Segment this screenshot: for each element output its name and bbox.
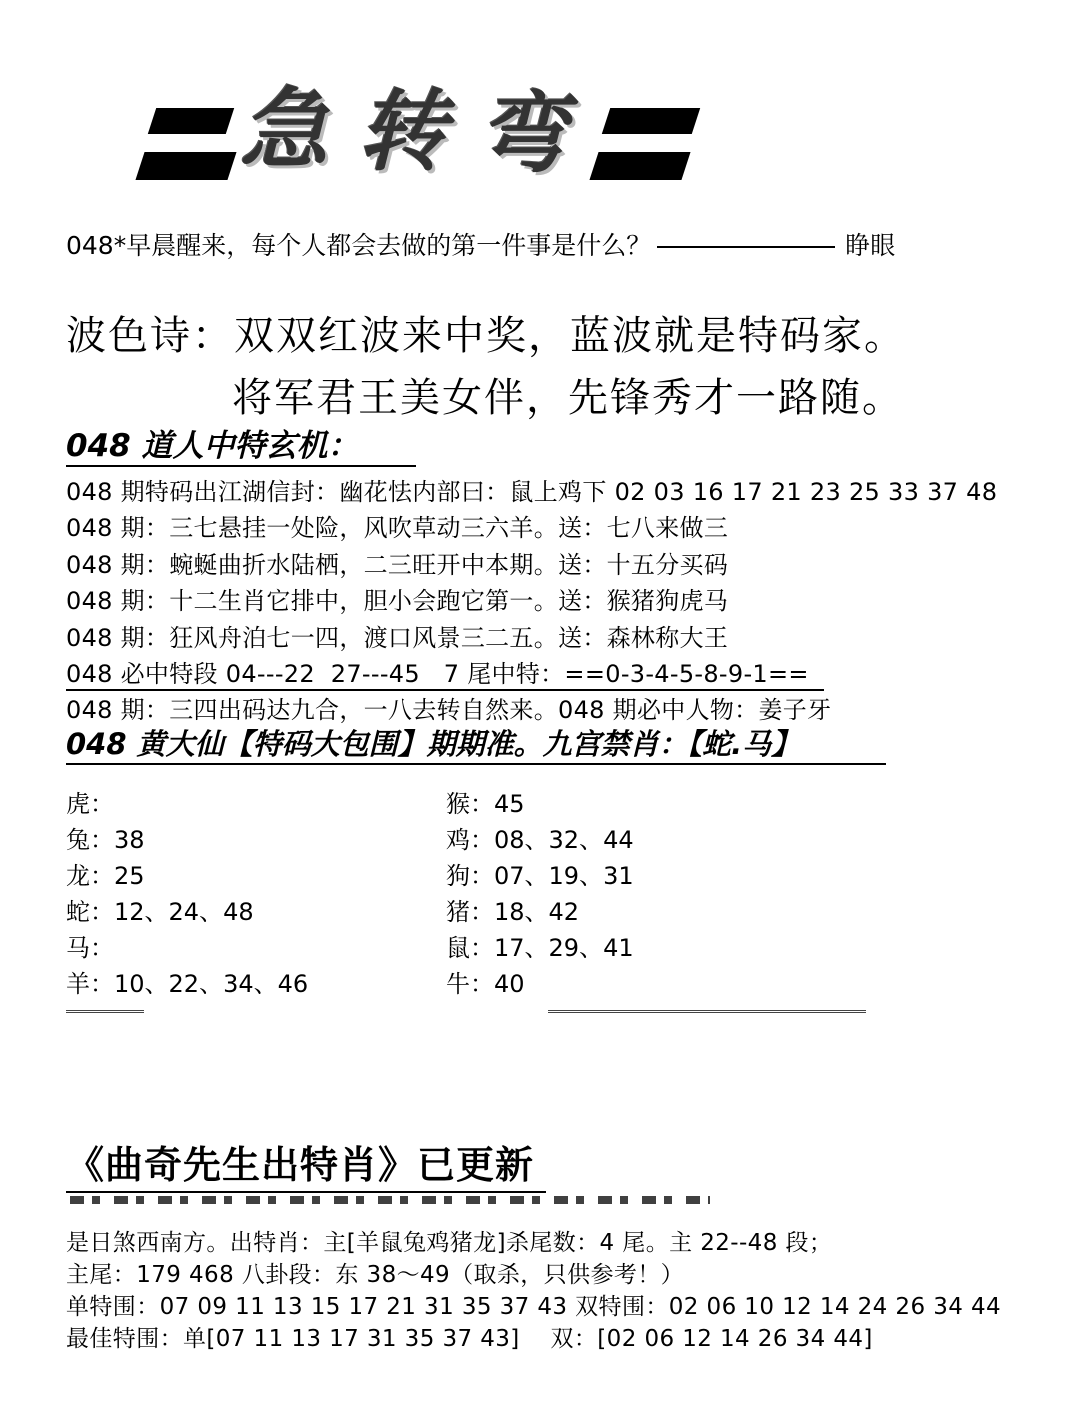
zodiac-right-6: 牛：40 <box>446 970 525 998</box>
left-bar-bottom <box>135 152 236 180</box>
section1-line-4: 048 期：十二生肖它排中，胆小会跑它第一。送：猴猪狗虎马 <box>66 587 729 615</box>
section3-line-3: 单特围：07 09 11 13 15 17 21 31 35 37 43 双特围：02 06 10 12 14 24 26 34 44 <box>66 1294 1002 1320</box>
divider-left <box>66 1010 144 1013</box>
title-char-1: 急 <box>240 77 329 181</box>
zodiac-right-4: 猪：18、42 <box>446 898 580 926</box>
riddle-question: 048*早晨醒来，每个人都会去做的第一件事是什么？ <box>66 231 652 260</box>
section3-line-4: 最佳特围：单[07 11 13 17 31 35 37 43] 双：[02 06 12 14 26 34 44] <box>66 1326 873 1352</box>
cut-off-text-strip <box>70 1196 710 1204</box>
left-bar-top <box>148 108 234 134</box>
section3-line-1: 是日煞西南方。出特肖：主[羊鼠兔鸡猪龙]杀尾数：4 尾。主 22--48 段； <box>66 1230 833 1256</box>
section1-line-7: 048 期：三四出码达九合，一八去转自然来。048 期必中人物：姜子牙 <box>66 696 832 724</box>
zodiac-right-3: 狗：07、19、31 <box>446 862 634 890</box>
title-char-3: 弯 <box>478 81 567 185</box>
section1-line-1: 048 期特码出江湖信封：幽花怯内部曰：鼠上鸡下 02 03 16 17 21 23 25 33 37 48 <box>66 478 998 506</box>
right-bar-top <box>602 108 700 134</box>
zodiac-left-4: 蛇：12、24、48 <box>66 898 254 926</box>
section2-title: 048 黄大仙【特码大包围】期期准。九宫禁肖：【蛇.马】 <box>66 722 886 765</box>
section3-title: 《曲奇先生出特肖》已更新 <box>66 1134 546 1193</box>
right-bar-bottom <box>589 152 690 180</box>
poem-line-1 <box>66 304 906 361</box>
section1-title: 048 道人中特玄机： <box>66 420 416 467</box>
divider-right <box>548 1010 866 1013</box>
poem-text-1: 双双红波来中奖，蓝波就是特码家。 <box>234 313 906 359</box>
section3-line-2: 主尾：179 468 八卦段：东 38～49（取杀，只供参考！） <box>66 1262 685 1288</box>
riddle-answer: 睁眼 <box>845 231 896 260</box>
zodiac-right-5: 鼠：17、29、41 <box>446 934 634 962</box>
title-char-2: 转 <box>358 79 447 183</box>
section1-line-6: 048 必中特段 04---22 27---45 7 尾中特：==0-3-4-5-8-9-1== <box>66 654 824 691</box>
riddle-dash <box>657 246 835 248</box>
zodiac-left-5: 马： <box>66 934 114 962</box>
zodiac-left-1: 虎： <box>66 790 114 818</box>
section1-line-2: 048 期：三七悬挂一处险，风吹草动三六羊。送：七八来做三 <box>66 514 729 542</box>
zodiac-left-2: 兔：38 <box>66 826 145 854</box>
riddle <box>66 226 895 262</box>
zodiac-right-2: 鸡：08、32、44 <box>446 826 634 854</box>
zodiac-left-3: 龙：25 <box>66 862 145 890</box>
poem-line-2: 将军君王美女伴，先锋秀才一路随。 <box>232 375 904 421</box>
poem-label: 波色诗： <box>66 313 234 359</box>
zodiac-right-1: 猴：45 <box>446 790 525 818</box>
section1-line-3: 048 期：蜿蜒曲折水陆栖，二三旺开中本期。送：十五分买码 <box>66 551 729 579</box>
section1-line-5: 048 期：狂风舟泊七一四，渡口风景三二五。送：森林称大王 <box>66 624 729 652</box>
zodiac-left-6: 羊：10、22、34、46 <box>66 970 309 998</box>
